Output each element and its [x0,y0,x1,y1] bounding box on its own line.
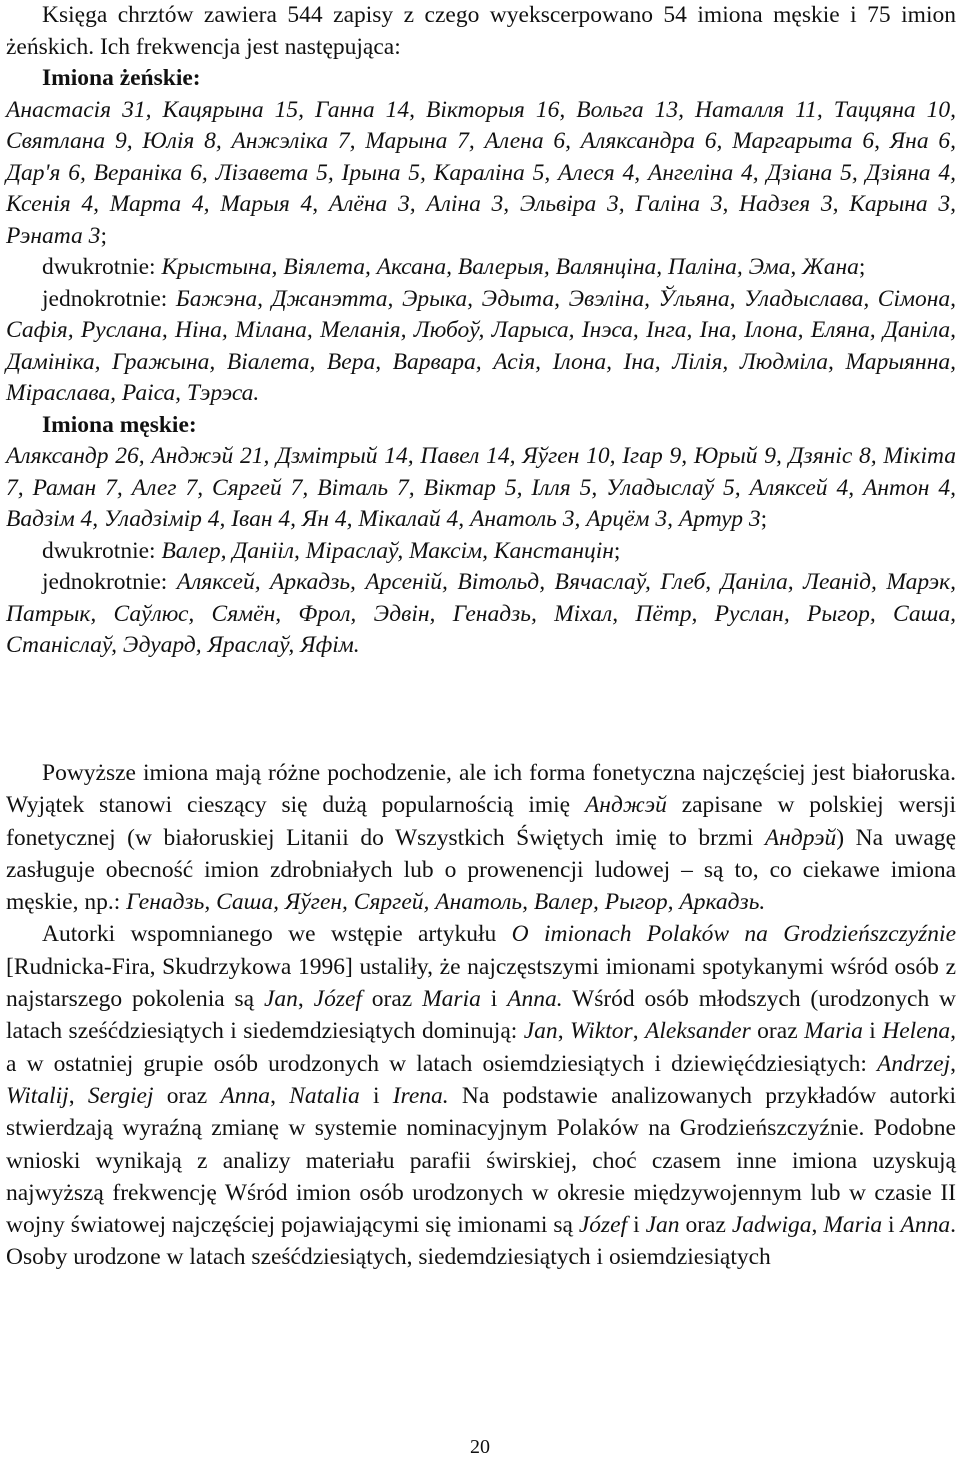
text-run: , [632,1018,646,1045]
male-twice-names: dwukrotnie: Валер, Данііл, Міраслаў, Максім, Канстанцін; [42,537,621,564]
italic-name: Józef [313,986,362,1013]
text-run: oraz [679,1212,732,1239]
text-run: oraz [750,1018,805,1045]
text-run: oraz [361,986,423,1013]
text-run: [Rudnicka-Fira, Skudrzykowa 1996] ustaliły, że najczęstszymi imionami spotykanymi wśród osób z najstarszego pokolenia są [6,953,956,1013]
text-run: i [359,1082,393,1109]
female-once-list: Бажэна, Джанэтта, Эрыка, Эдыта, Эвэліна, Ўльяна, Уладыслава, Сімона, Сафія, Руслана, Ніна, Мілана, Меланія, Любоў, Ларыса, Інэса, Інга, Іна, Ілона, Еляна, Даніла, Дамініка, Гражына, Віалета, Вера, Варвара, Асія, Ілона, Іна, Лілія, Людміла, Марыянна, Міраслава, Раіса, Тэрэса. [6,285,957,406]
female-twice-list: Крыстына, Віялета, Аксана, Валерыя, Валянціна, Паліна, Эма, Жана [161,254,859,280]
text-run: Na podstawie analizowanych przykładów autorki stwierdzają wyraźną zmianę w systemie nominacyjnym Polaków na Grodzieńszczyźnie. Podobne wnioski wynikają z analizy materiału parafii świrskiej, choć czasem inne imiona uzyskują najwyższą frekwencję Wśród imion osób urodzonych w okresie międzywojennym lub w czasie II wojny światowej najczęściej pojawiającymi się imionami są [6,1082,957,1239]
male-twice-label: dwukrotnie: [42,537,156,564]
male-frequent-list: Аляксандр 26, Анджэй 21, Дзмітрый 14, Павел 14, Яўген 10, Ігар 9, Юрый 9, Дзяніс 8, Мікіта 7, Раман 7, Алег 7, Сяргей 7, Віталь 7, Віктар 5, Ілля 5, Уладыслаў 5, Аляксей 4, Антон 4, Вадзім 4, Уладзімір 4, Іван 4, Ян 4, Мікалай 4, Анатоль 3, Арцём 3, Артур 3 [6,443,956,532]
text-run: , [270,1082,290,1109]
italic-name: Helena, [882,1018,957,1045]
female-once-label: jednokrotnie: [42,285,168,312]
italic-name: Анджэй [584,792,667,819]
italic-name: Witalij [6,1082,69,1109]
text-run: ) Na uwagę zasługuje obecność imion zdrobniałych lub o prowenencji ludowej – są to, co ciekawe imiona męskie, np.: [6,824,956,916]
text-run: , [297,986,314,1013]
text-run: , [811,1212,824,1239]
text-run: . Osoby urodzone w latach sześćdziesiątych, siedemdziesiątych i osiemdziesiątych [6,1212,957,1271]
italic-name: Jadwiga [731,1212,812,1239]
text-run: oraz [153,1082,221,1109]
italic-name: Irena. [392,1082,449,1109]
document-page [6,0,956,1461]
italic-name: Maria [422,986,481,1013]
female-frequent-names: Анастасія 31, Кацярына 15, Ганна 14, Вікторыя 16, Вольга 13, Наталля 11, Таццяна 10, Святлана 9, Юлія 8, Анжэліка 7, Марына 7, Алена 6, Аляксандра 6, Маргарыта 6, Яна 6, Дар'я 6, Вераніка 6, Лізавета 5, Ірына 5, Караліна 5, Алеся 4, Ангеліна 4, Дзіана 5, Дзіяна 4, Ксенія 4, Марта 4, Марыя 4, Алёна 3, Аліна 3, Эльвіра 3, Галіна 3, Надзея 3, Карына 3, Рэната 3; [6,96,956,249]
italic-name: Anna [900,1212,951,1239]
text-run: , [557,1018,571,1045]
text-run: , [950,1050,956,1077]
text-run: i [862,1018,883,1045]
text-run: i [627,1212,646,1239]
italic-name: Aleksander [645,1018,751,1045]
male-names-heading: Imiona męskie: [42,411,197,438]
female-twice-names: dwukrotnie: Крыстына, Віялета, Аксана, Валерыя, Валянціна, Паліна, Эма, Жана; [42,254,866,280]
italic-name: Anna [220,1082,271,1109]
italic-name: Maria [823,1212,883,1239]
text-run: i [882,1212,901,1239]
text-run: Autorki wspomnianego we wstępie artykułu [42,921,512,948]
female-frequent-list: Анастасія 31, Кацярына 15, Ганна 14, Вікторыя 16, Вольга 13, Наталля 11, Таццяна 10, Святлана 9, Юлія 8, Анжэліка 7, Марына 7, Алена 6, Аляксандра 6, Маргарыта 6, Яна 6, Дар'я 6, Вераніка 6, Лізавета 5, Ірына 5, Караліна 5, Алеся 4, Ангеліна 4, Дзіана 5, Дзіяна 4, Ксенія 4, Марта 4, Марыя 4, Алёна 3, Аліна 3, Эльвіра 3, Галіна 3, Надзея 3, Карына 3, Рэната 3 [6,96,956,249]
text-run: Powyższe imiona mają różne pochodzenie, ale ich forma fonetyczna najczęściej jest białoruska. Wyjątek stanowi cieszący się dużą popularnością imię [6,760,956,819]
italic-name: Генадзь, Саша, Яўген, Сяргей, Анатоль, Валер, Рыгор, Аркадзь. [126,889,766,916]
text-run: Wśród osób młodszych (urodzonych w latach sześćdziesiątych i siedemdziesiątych dominują: [6,986,957,1045]
male-once-list: Аляксей, Аркадзь, Арсеній, Вітольд, Вячаслаў, Глеб, Даніла, Леанід, Марэк, Патрык, Саўлюс, Сямён, Фрол, Эдвін, Генадзь, Міхал, Пётр, Руслан, Рыгор, Саша, Станіслаў, Эдуард, Яраслаў, Яфім. [6,569,956,658]
text-run: a w ostatniej grupie osób urodzonych w latach osiemdziesiątych i dziewięćdziesiątych: [6,1050,878,1077]
male-frequent-names: Аляксандр 26, Анджэй 21, Дзмітрый 14, Павел 14, Яўген 10, Ігар 9, Юрый 9, Дзяніс 8, Мікіта 7, Раман 7, Алег 7, Сяргей 7, Віталь 7, Віктар 5, Ілля 5, Уладыслаў 5, Аляксей 4, Антон 4, Вадзім 4, Уладзімір 4, Іван 4, Ян 4, Мікалай 4, Анатоль 3, Арцём 3, Артур 3; [6,443,956,532]
body-text [6,757,956,1274]
intro-sentence-2: Ich frekwencja jest następująca: [99,33,401,60]
italic-name: Natalia [289,1082,360,1109]
italic-name: Maria [804,1018,863,1045]
italic-name: Jan [263,986,298,1013]
male-once-names [6,567,956,662]
paragraph-origins [6,757,956,918]
italic-name: Андрэй [764,824,837,851]
article-title: O imionach Polaków na Grodzieńszczyźnie [511,921,957,948]
italic-name: Sergiej [87,1082,154,1109]
paragraph-study-comparison [6,918,956,1273]
names-section [6,0,956,662]
text-run: i [480,986,508,1013]
male-twice-list: Валер, Данііл, Міраслаў, Максім, Канстанцін [161,537,614,564]
female-names-heading: Imiona żeńskie: [42,65,201,91]
male-once-label: jednokrotnie: [42,569,168,595]
italic-name: Jan [645,1212,680,1239]
female-once-names [6,284,956,410]
italic-name: Jan [523,1018,558,1045]
intro-paragraph [6,0,956,63]
italic-name: Andrzej [877,1050,951,1077]
text-run: zapisane w polskiej wersji fonetycznej (w białoruskiej Litanii do Wszystkich Świętych imię to brzmi [6,792,956,851]
italic-name: Wiktor [570,1018,633,1045]
page-number: 20 [470,1436,490,1458]
female-twice-label: dwukrotnie: [42,254,156,280]
italic-name: Anna. [507,986,563,1013]
intro-sentence-1: Księga chrztów zawiera 544 zapisy z czego wyekscerpowano 54 imiona męskie i 75 imion żeńskich. [6,2,956,60]
text-run: , [68,1082,88,1109]
italic-name: Józef [578,1212,628,1239]
